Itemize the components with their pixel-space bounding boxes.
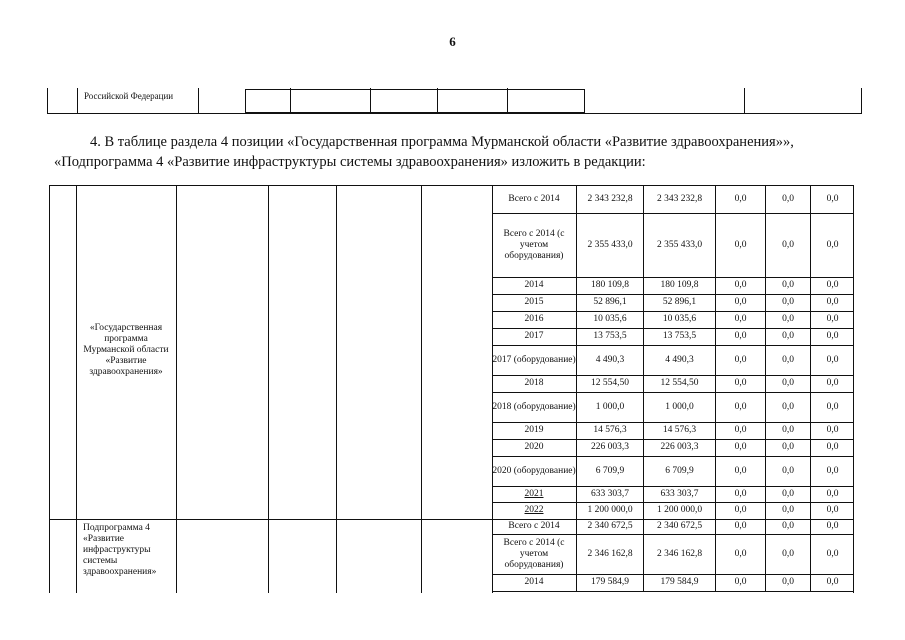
subprogram-name-cell: Подпрограмма 4 «Развитие инфраструктуры системы здравоохранения» [83,523,157,577]
previous-table-cell-text: Российской Федерации [84,91,174,101]
table-row: 2018 (оборудование) 1 000,0 1 000,0 0,0 0,0 0,0 [492,392,854,422]
table-row: Всего с 2014 (с учетом оборудования) 2 355 433,0 2 355 433,0 0,0 0,0 0,0 [492,213,854,277]
page-number: 6 [449,34,456,49]
table-row: 2016 10 035,6 10 035,6 0,0 0,0 0,0 [492,311,854,328]
table-row: 2017 (оборудование) 4 490,3 4 490,3 0,0 0,0 0,0 [492,345,854,375]
previous-table-fragment [47,88,862,114]
paragraph-line-1: 4. В таблице раздела 4 позиции «Государственная программа Мурманской области «Развитие здравоохранения»», [90,134,794,150]
table-row: 2022 1 200 000,0 1 200 000,0 0,0 0,0 0,0 [492,502,854,519]
table-row: Всего с 2014 (с учетом оборудования) 2 346 162,8 2 346 162,8 0,0 0,0 0,0 [492,534,854,574]
table-row: 2014 179 584,9 179 584,9 0,0 0,0 0,0 [492,574,854,591]
table-row: 2019 14 576,3 14 576,3 0,0 0,0 0,0 [492,422,854,439]
program-name-cell: «Государственная программа Мурманской области «Развитие здравоохранения» [83,323,169,377]
funding-table [49,185,854,593]
table-row: Всего с 2014 2 343 232,8 2 343 232,8 0,0 0,0 0,0 [492,185,854,213]
table-row: 2018 12 554,50 12 554,50 0,0 0,0 0,0 [492,375,854,392]
paragraph-line-2: «Подпрограмма 4 «Развитие инфраструктуры системы здравоохранения» изложить в редакции: [54,154,646,170]
table-row: 2021 633 303,7 633 303,7 0,0 0,0 0,0 [492,486,854,502]
instruction-paragraph [54,132,859,172]
table-row: 2014 180 109,8 180 109,8 0,0 0,0 0,0 [492,277,854,294]
table-row: 2015 52 896,1 52 896,1 0,0 0,0 0,0 [492,294,854,311]
table-row: 2020 (оборудование) 6 709,9 6 709,9 0,0 0,0 0,0 [492,456,854,486]
table-row: 2017 13 753,5 13 753,5 0,0 0,0 0,0 [492,328,854,345]
table-row: Всего с 2014 2 340 672,5 2 340 672,5 0,0 0,0 0,0 [492,519,854,534]
table-row: 2020 226 003,3 226 003,3 0,0 0,0 0,0 [492,439,854,456]
